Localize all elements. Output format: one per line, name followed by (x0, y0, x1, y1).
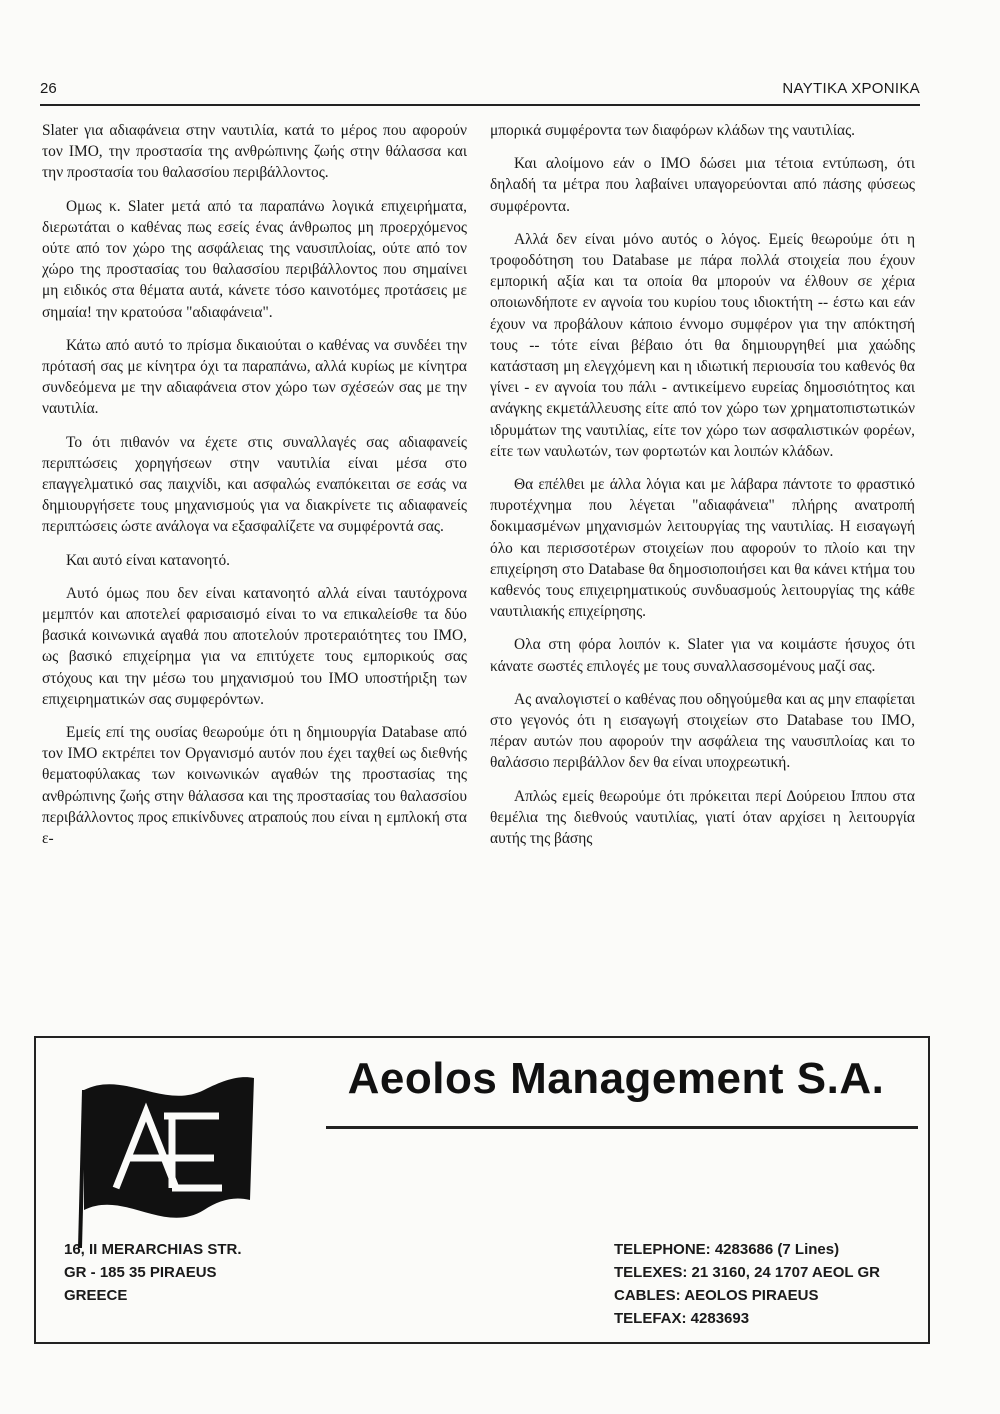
paragraph: Και αλοίμονο εάν ο IMO δώσει μια τέτοια εντύπωση, ότι δηλαδή τα μέτρα που λαβαίνει υπαγορεύονται από πάσης φύσεως συμφέροντα. (490, 155, 915, 215)
flag-logo-icon (54, 1050, 264, 1250)
contact-telephone: TELEPHONE: 4283686 (7 Lines) (614, 1241, 840, 1258)
company-contacts (614, 1238, 880, 1330)
paragraph: μπορικά συμφέροντα των διαφόρων κλάδων της ναυτιλίας. (490, 122, 856, 139)
page-number: 26 (40, 80, 57, 97)
paragraph: Αυτό όμως που δεν είναι κατανοητό αλλά είναι ταυτόχρονα μεμπτόν και αποτελεί φαρισαισμό είναι το να επικαλείσθε τα δύο βασικά κοινωνικά αγαθά που αποτελούν προτεραιότητες του IMO, ως βασικό επιχείρημα για να επιτύχετε τους εμπορικούς σας στόχους και την μέσω του μηχανισμού του IMO υποστήριξη των επιχειρηματικών σας συμφερόντων. (42, 584, 467, 708)
paragraph: Ας αναλογιστεί ο καθένας που οδηγούμεθα και ας μην επαφίεται στο γεγονός ότι η εισαγωγή στοιχείων στο Database του IMO, πέραν αυτών που αφορούν την ασφάλεια της ναυσιπλοίας και το θαλάσσιο περιβάλλον δεν θα είναι υποχρεωτική. (490, 690, 915, 772)
contact-telexes: TELEXES: 21 3160, 24 1707 AEOL GR (614, 1264, 880, 1281)
contact-telefax: TELEFAX: 4283693 (614, 1310, 750, 1327)
paragraph: Εμείς επί της ουσίας θεωρούμε ότι η δημιουργία Database από τον IMO εκτρέπει τον Οργανισμό αυτόν που έχει ταχθεί ως διεθνής θεματοφύλακας των κοινωνικών αγαθών της προστασίας της ανθρώπινης ζωής στην θάλασσα και της προστασίας του θαλασσίου περιβάλλοντος προς επικίνδυνες ατραπούς που είναι η εμπλοκή στα ε- (42, 724, 467, 848)
paragraph: Slater για αδιαφάνεια στην ναυτιλία, κατά το μέρος που αφορούν τον IMO, την προστασία της ανθρώπινης ζωής στην θάλασσα και την προστασία του θαλασσίου περιβάλλοντος. (42, 122, 467, 182)
address-line: 16, II MERARCHIAS STR. (64, 1241, 242, 1258)
paragraph: Απλώς εμείς θεωρούμε ότι πρόκειται περί Δούρειου Ιππου στα θεμέλια της διεθνούς ναυτιλίας, γιατί όταν αρχίσει η λειτουργία αυτής της βάσης (490, 787, 915, 848)
paragraph: Θα επέλθει με άλλα λόγια και με λάβαρα πάντοτε το φραστικό πυροτέχνημα που λέγεται "αδιαφάνεια" πλήρης ανατροπή δοκιμασμένων μηχανισμών λειτουργίας της ναυτιλίας. Η εισαγωγή όλο και περισσοτέρων στοιχείων που αφορούν το πλοίο και την επιχείρηση στο Database θα δημοσιοποιήσει και θα κάνει κτήμα του καθενός τους επιχειρηματικούς συνδυασμούς λειτουργίας της κάθε ναυτιλιακής επιχείρησης. (490, 476, 915, 621)
company-underline (326, 1126, 918, 1129)
publication-title: ΝΑΥΤΙΚΑ ΧΡΟΝΙΚΑ (782, 80, 920, 97)
paragraph: Αλλά δεν είναι μόνο αυτός ο λόγος. Εμείς θεωρούμε ότι η τροφοδότηση του Database με πάρα πολλά στοιχεία που έχουν εμπορική αξία και τα οποία θα μπορούν να έλθουν σε χέρια οποιωνδήποτε εν αγνοία του κυρίου τους ιδιοκτήτη -- έστω και εάν έχουν να προβάλουν κάποιο έννομο συμφέρον για την απόκτησή τους -- τότε είναι βέβαιο ότι θα δημιουργηθεί μια χαώδης κατάσταση μη ελεγχόμενη και η ιδιωτική περιουσία του καθενός θα γίνει - εν αγνοία του πάλι - αντικείμενο ευρείας δημοσιότητος και ανάγκης εκμετάλλευσης είτε από τον χώρο των χρηματοπιστωτικών ιδρυμάτων της ναυτιλίας, είτε τον χώρο των ασφαλιστικών φορέων, είτε των ναυλωτών, των φορτωτών και λοιπών κλάδων. (490, 230, 915, 460)
header-rule (40, 104, 920, 106)
address-line: GR - 185 35 PIRAEUS (64, 1264, 217, 1281)
article-right-column (490, 120, 915, 861)
paragraph: Κάτω από αυτό το πρίσμα δικαιούται ο καθένας να συνδέει την πρότασή σας με κίνητρα όχι τα παραπάνω, αλλά κυρίως με κίνητρα συνδεόμενα με την αδιαφάνεια στον χώρο των σχέσεών σας με την ναυτιλία. (42, 336, 467, 418)
paragraph: Το ότι πιθανόν να έχετε στις συναλλαγές σας αδιαφανείς περιπτώσεις χορηγήσεων στην ναυτιλία είναι μέσα στο επαγγελματικό σας παιχνίδι, και ασφαλώς εναπόκειται σε εσάς να δημιουργήσετε τους μηχανισμούς για να διακρίνετε τις αδιαφανείς περιπτώσεις ώστε ανάλογα να εξασφαλίζετε να συμφέροντά σας. (42, 433, 467, 536)
paragraph: Ομως κ. Slater μετά από τα παραπάνω λογικά επιχειρήματα, διερωτάται ο καθένας πως εσείς ένας άνθρωπος μη προερχόμενος ούτε από τον χώρο της ασφάλειας της ναυσιπλοίας, ούτε από τον χώρο της προστασίας του θαλασσίου περιβάλλοντος που σημαίνει μη ειδικός στα θέματα αυτά, κάνετε τόσο καινοτόμες προτάσεις με σημαία! την κρατούσα "αδιαφάνεια". (42, 197, 467, 321)
address-line: GREECE (64, 1287, 128, 1304)
contact-cables: CABLES: AEOLOS PIRAEUS (614, 1287, 819, 1304)
paragraph: Και αυτό είναι κατανοητό. (66, 551, 230, 569)
advertisement-box (34, 1036, 930, 1344)
paragraph: Ολα στη φόρα λοιπόν κ. Slater για να κοιμάστε ήσυχος ότι κάνατε σωστές επιλογές με τους συναλλασσομένους μαζί σας. (490, 636, 915, 675)
article-left-column (42, 120, 467, 861)
company-name: Aeolos Management S.A. (347, 1054, 885, 1103)
page-header (40, 80, 920, 106)
company-address (64, 1238, 242, 1307)
